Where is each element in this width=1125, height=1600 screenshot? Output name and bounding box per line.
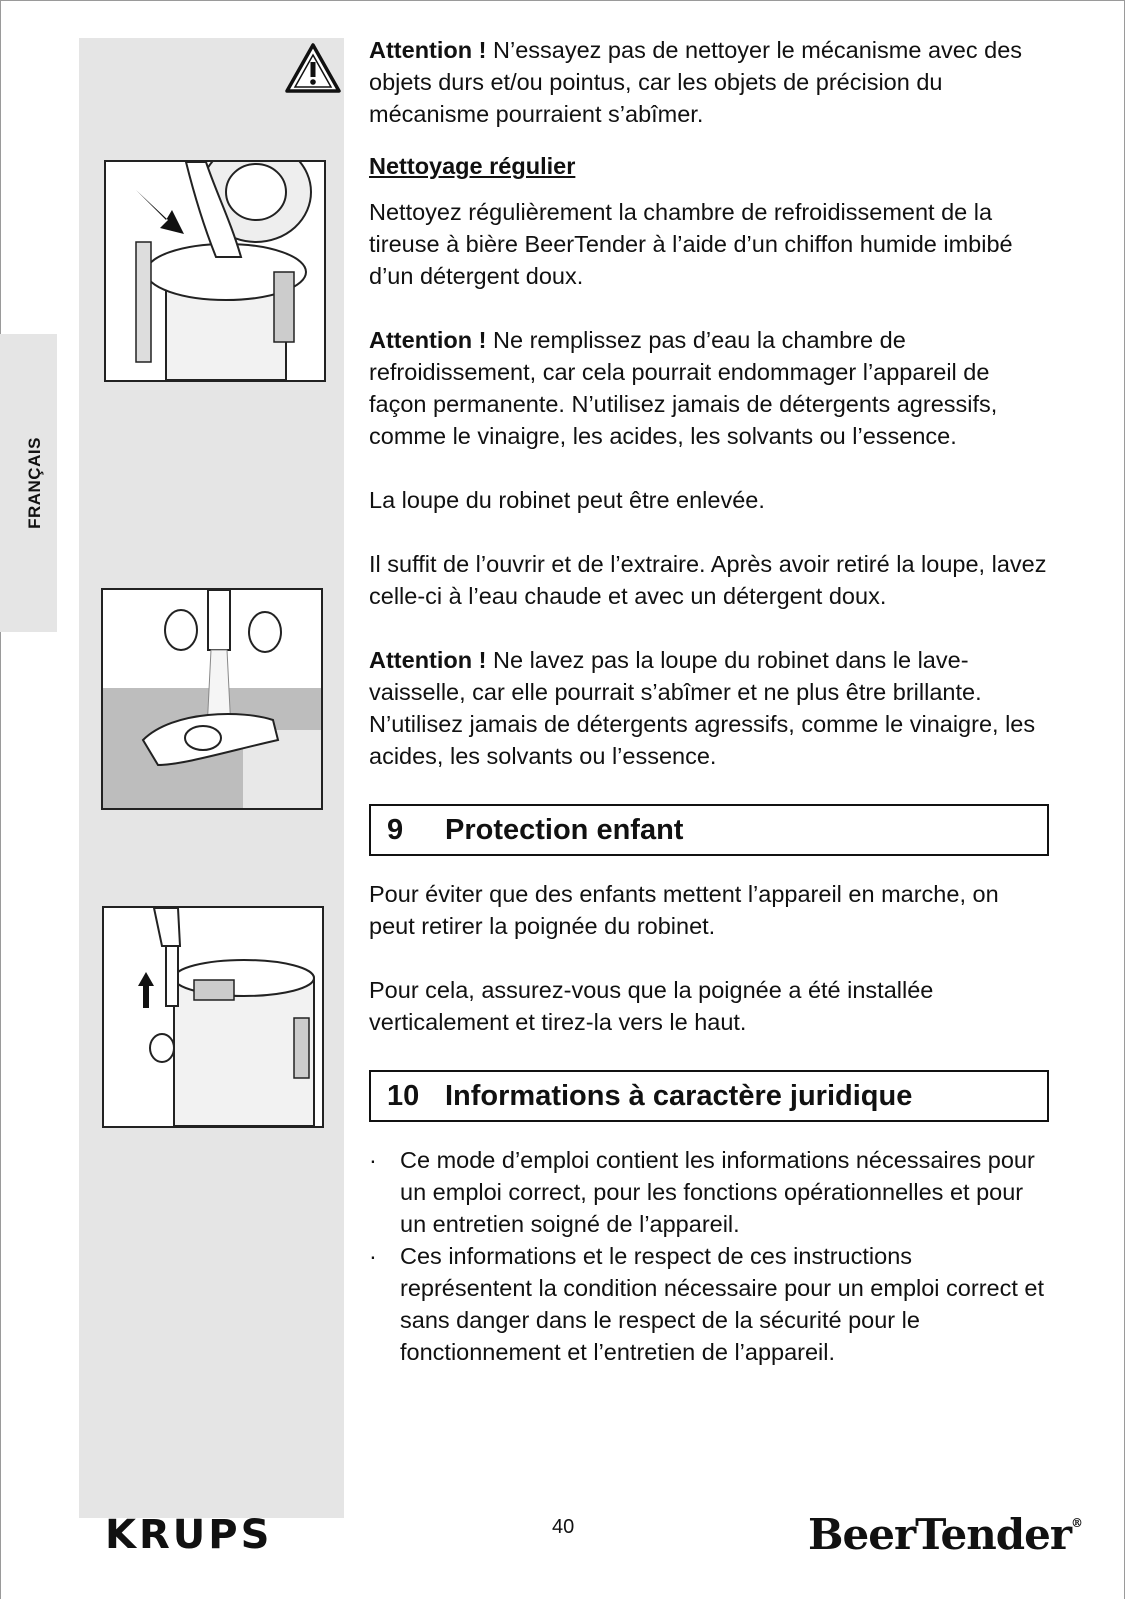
section-title: Informations à caractère juridique <box>445 1080 913 1112</box>
registered-mark: ® <box>1070 1516 1082 1530</box>
legal-bullet-list <box>369 1144 1049 1368</box>
section-number: 9 <box>387 814 404 846</box>
section-heading-10 <box>369 1070 1049 1122</box>
krups-logo: KRUPS <box>105 1512 273 1558</box>
attention-paragraph-2 <box>369 324 1049 452</box>
illustration-washing-loupe <box>101 588 323 810</box>
main-content <box>369 34 1049 1368</box>
beertender-logo <box>808 1510 1082 1559</box>
list-item <box>369 1240 1049 1368</box>
section-number: 10 <box>387 1080 420 1112</box>
paragraph-cleaning: Nettoyez régulièrement la chambre de refroidissement de la tireuse à bière BeerTender à l’aide d’un chiffon humide imbibé d’un détergent doux. <box>369 199 1013 289</box>
paragraph-open: Il suffit de l’ouvrir et de l’extraire. Après avoir retiré la loupe, lavez celle-ci à l’eau chaude et avec un détergent doux. <box>369 551 1047 609</box>
list-item <box>369 1144 1049 1240</box>
attention-text: N’essayez pas de nettoyer le mécanisme avec des objets durs et/ou pointus, car les objets de précision du mécanisme pourraient s’abîmer. <box>369 37 1023 127</box>
paragraph-child-protection-1: Pour éviter que des enfants mettent l’appareil en marche, on peut retirer la poignée du robinet. <box>369 881 999 939</box>
list-item-text: Ce mode d’emploi contient les informations nécessaires pour un emploi correct, pour les fonctions opérationnelles et pour un entretien soigné de l’appareil. <box>400 1147 1035 1237</box>
language-label: FRANÇAIS <box>25 437 44 529</box>
attention-lead: Attention ! <box>369 647 487 673</box>
attention-text: Ne lavez pas la loupe du robinet dans le lave-vaisselle, car elle pourrait s’abîmer et ne plus être brillante. N’utilisez jamais de détergents agressifs, comme le vinaigre, les acides, les solvants ou l’essence. <box>369 647 1036 769</box>
paragraph-loupe: La loupe du robinet peut être enlevée. <box>369 487 765 513</box>
attention-lead: Attention ! <box>369 37 487 63</box>
bullet-dot: · <box>369 1243 377 1269</box>
section-title: Protection enfant <box>445 814 684 846</box>
paragraph-child-protection-2: Pour cela, assurez-vous que la poignée a été installée verticalement et tirez-la vers le haut. <box>369 977 934 1035</box>
attention-paragraph-3 <box>369 644 1049 772</box>
bullet-dot: · <box>369 1147 377 1173</box>
attention-text: Ne remplissez pas d’eau la chambre de refroidissement, car cela pourrait endommager l’appareil de façon permanente. N’utilisez jamais de détergents agressifs, comme le vinaigre, les acides, les solvants ou l’essence. <box>369 327 998 449</box>
illustration-remove-handle <box>102 906 324 1128</box>
illustration-cleaning-chamber <box>104 160 326 382</box>
attention-lead: Attention ! <box>369 327 487 353</box>
page-number: 40 <box>552 1516 575 1538</box>
subheading-regular-cleaning: Nettoyage régulier <box>369 153 576 179</box>
attention-paragraph-1 <box>369 34 1049 130</box>
section-heading-9 <box>369 804 1049 856</box>
warning-triangle-icon <box>284 42 342 94</box>
beertender-logo-text: BeerTender <box>808 1510 1071 1559</box>
list-item-text: Ces informations et le respect de ces instructions représentent la condition nécessaire pour un emploi correct et sans danger dans le respect de la sécurité pour le fonctionnement et l’entretien de l’appareil. <box>400 1243 1045 1365</box>
